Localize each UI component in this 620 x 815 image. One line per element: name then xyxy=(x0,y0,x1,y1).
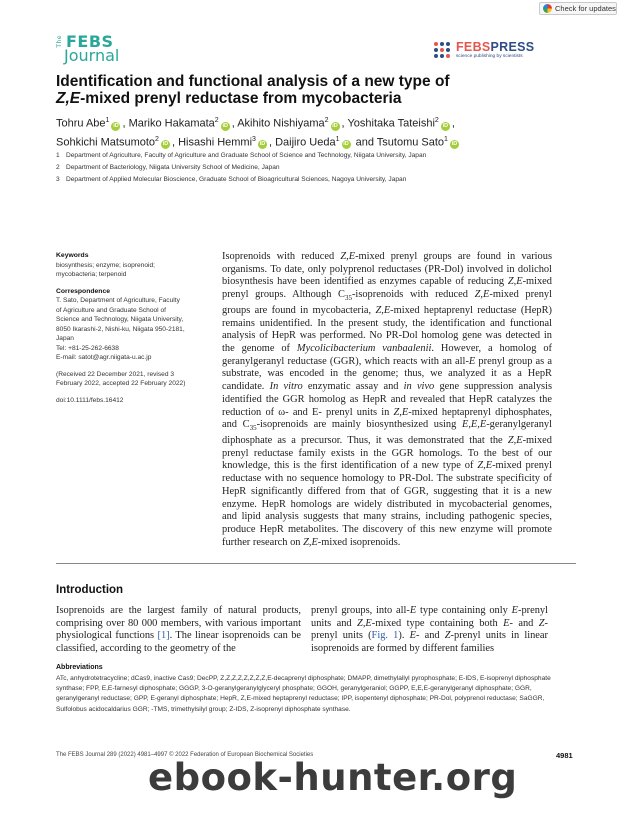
orcid-icon[interactable]: iD xyxy=(259,141,266,148)
correspondence-line: Tel: +81-25-262-6638 xyxy=(56,344,119,352)
orcid-icon[interactable]: iD xyxy=(442,122,449,129)
citation-link[interactable]: [1] xyxy=(157,630,170,642)
press-tagline: science publishing by scientists xyxy=(456,54,523,59)
author-list: Tohru Abe$^1$iD , Mariko Hakamata$^2$iD , Akihito Nishiyama$^2$iD , Yoshitaka Tateishi$^2$iD , Sohkichi Matsumoto$^2$iD , Hisashi Hemmi$^3$iD , Daijiro Ueda$^1$iD and Tsutomu Sato$^1$iD xyxy=(56,117,458,149)
orcid-icon[interactable]: iD xyxy=(451,141,458,148)
abstract: Isoprenoids with reduced Z,E-mixed prenyl groups are found in various organisms. To date, only polyprenol reductases (PR-Dol) involved in dolichol biosynthesis have been identified as enzymes capable of reducing Z,E-mixed prenyl groups. Although $C_{35}$-isoprenoids with reduced Z,E-mixed prenyl groups are found in mycobacteria, Z,E-mixed heptaprenyl reductase (HepR) remains unidentified. In the present study, the identification and functional analysis of HepR was performed. No PR-Dol homolog gene was detected in the genome of Mycolicibacterium vanbaalenii. However, a homolog of geranylgeranyl reductase (GGR), which reacts with an all-E prenyl group as a substrate, was encoded in the genome; thus, we analyzed it as a HepR candidate. In vitro enzymatic assay and in vivo gene suppression analysis identified the GGR homolog as HepR and revealed that HepR catalyzes the reduction of ω- and E- prenyl units in Z,E-mixed heptaprenyl diphosphates, and $C_{35}$-isoprenoids are mainly biosynthesized using E,E,E-geranylgeranyl diphosphate as a precursor. Thus, it was demonstrated that the Z,E-mixed prenyl reductase family exists in the GGR homologs. To the best of our knowledge, this is the first identification of a new type of Z,E-mixed prenyl reductase with no sequence homology to PR-Dol. The substrate specificity of HepR significantly differed from that of GGR, suggesting that it is a new enzyme. HepR homologs are widely distributed in mycobacterial genomes, and lipid analysis suggests that many strains, including pathogenic species, produce HepR metabolites. The discovery of this new enzyme will promote further research on Z,E-mixed isoprenoids. xyxy=(222,251,552,548)
logo-febs-text: FEBS xyxy=(66,32,114,51)
page-footer: The FEBS Journal 289 (2022) 4981–4997 © 2022 Federation of European Biochemical Societies xyxy=(56,752,314,758)
received-line: (Received 22 December 2021, revised 3 xyxy=(56,370,175,378)
author-affiliation-number: 2 xyxy=(324,117,329,124)
received-line: February 2022, accepted 22 February 2022) xyxy=(56,380,186,387)
abbreviations-text: ATc, anhydrotetracycline; dCas9, inactive Cas9; DecPP, Z,Z,Z,Z,Z,Z,Z,Z,E-decaprenyl diphosphate; DMAPP, dimethylallyl pyrophosphate; E-IDS, E-isoprenyl diphosphate synthase; FPP, E,E-farnesyl diphosphate; GGGP, 3-O-geranylgeranylglyceryl phosphate; GGOH, geranylgeraniol; GGPP, E,E,E-geranylgeranyl diphosphate; GGR, geranylgeranyl reductase; GPP, E-geranyl diphosphate; HepR, Z,E-mixed heptaprenyl reductase; IPP, isopentenyl diphosphate; PR-Dol, polyprenol reductase; SaGGR, Sulfolobus acidocaldarius GGR; -TMS, trimethylsilyl group; Z-IDS, Z-isoprenyl diphosphate synthase. xyxy=(56,675,551,713)
affiliation-number: 2 xyxy=(56,164,60,171)
orcid-icon[interactable]: iD xyxy=(343,141,349,148)
affiliation-item xyxy=(56,162,576,174)
abbreviations-heading: Abbreviations xyxy=(56,664,103,671)
correspondence-line: T. Sato, Department of Agriculture, Faculty xyxy=(56,297,180,304)
press-name-b: PRESS xyxy=(490,40,535,54)
orcid-icon[interactable]: iD xyxy=(162,141,169,148)
author-affiliation-number: 2 xyxy=(214,117,219,124)
author-name[interactable]: Mariko Hakamata xyxy=(128,117,215,130)
check-for-updates-label: Check for updates xyxy=(555,4,616,13)
orcid-icon[interactable]: iD xyxy=(113,122,119,129)
intro-heading: Introduction xyxy=(56,584,124,596)
keywords-text: biosynthesis; enzyme; isoprenoid; mycobacteria; terpenoid xyxy=(56,261,155,278)
check-for-updates-button[interactable] xyxy=(539,2,617,15)
febs-press-logo xyxy=(432,40,542,64)
correspondence-text xyxy=(56,296,211,363)
intro-column-left: Isoprenoids are the largest family of natural products, comprising over 80 000 members, with various important physiological functions [1]. The linear isoprenoids can be classified, according to the geometry of the xyxy=(56,605,302,655)
article-sidebar xyxy=(56,251,211,412)
author-name[interactable]: and Tsutomu Sato xyxy=(355,136,445,149)
correspondence-line: of Agriculture and Graduate School of xyxy=(56,306,166,314)
intro-column-right: prenyl groups, into all-E type containing only E-prenyl units and Z,E-mixed type containing both E- and Z-prenyl units (Fig. 1). E- and Z-prenyl units in linear isoprenoids are formed by different families xyxy=(311,605,548,655)
figure-link[interactable]: Fig. 1 xyxy=(371,630,399,642)
article-title xyxy=(56,73,576,107)
affiliation-text: Department of Applied Molecular Bioscience, Graduate School of Bioagricultural Sciences, Nagoya University, Japan xyxy=(66,176,407,183)
author-affiliation-number: 1 xyxy=(444,135,448,143)
affiliation-text: Department of Bacteriology, Niigata University School of Medicine, Japan xyxy=(66,164,280,171)
author-name[interactable]: Daijiro Ueda xyxy=(275,136,336,149)
affiliation-text: Department of Agriculture, Faculty of Agriculture and Graduate School of Science and Technology, Niigata University, Japan xyxy=(66,152,427,159)
correspondence-heading: Correspondence xyxy=(56,287,111,295)
section-divider xyxy=(56,563,576,564)
correspondence-line: E-mail: satot@agr.niigata-u.ac.jp xyxy=(56,354,152,361)
keywords-heading: Keywords xyxy=(56,252,89,259)
febs-press-dots-icon xyxy=(432,40,452,60)
author-name[interactable]: Akihito Nishiyama xyxy=(237,117,325,130)
affiliation-number: 1 xyxy=(56,152,60,159)
press-name xyxy=(456,40,534,54)
author-name[interactable]: Sohkichi Matsumoto xyxy=(56,136,156,149)
author-name[interactable]: Tohru Abe xyxy=(56,117,106,130)
affiliation-item xyxy=(56,150,576,162)
title-line-1: Identification and functional analysis of a new type of xyxy=(56,73,450,90)
correspondence-line: Science and Technology, Niigata University, xyxy=(56,316,184,323)
author-affiliation-number: 3 xyxy=(252,135,256,143)
correspondence-line: Japan xyxy=(56,335,74,342)
author-affiliation-number: 2 xyxy=(434,117,439,124)
author-name[interactable]: Hisashi Hemmi xyxy=(178,136,253,149)
title-line-2: Z,E-mixed prenyl reductase from mycobacteria xyxy=(56,90,402,107)
logo-the-text: The xyxy=(56,35,63,48)
affiliation-number: 3 xyxy=(56,176,60,183)
logo-journal-text: Journal xyxy=(64,46,120,65)
correspondence-line: 8050 Ikarashi-2, Nishi-ku, Niigata 950-2181, xyxy=(56,325,185,333)
author-name[interactable]: Yoshitaka Tateishi xyxy=(347,117,435,130)
update-icon xyxy=(543,4,552,13)
orcid-icon[interactable]: iD xyxy=(332,122,338,129)
doi-link[interactable]: doi:10.1111/febs.16412 xyxy=(56,396,124,404)
page-number: 4981 xyxy=(556,751,573,760)
author-affiliation-number: 2 xyxy=(155,135,159,143)
author-affiliation-number: 1 xyxy=(335,135,340,143)
orcid-icon[interactable]: iD xyxy=(222,122,228,129)
author-affiliation-number: 1 xyxy=(105,117,110,124)
received-dates xyxy=(56,370,211,389)
affiliation-item xyxy=(56,174,576,186)
affiliations xyxy=(56,150,576,186)
press-name-a: FEBS xyxy=(456,40,491,54)
watermark: ebook-hunter.org xyxy=(148,756,518,799)
